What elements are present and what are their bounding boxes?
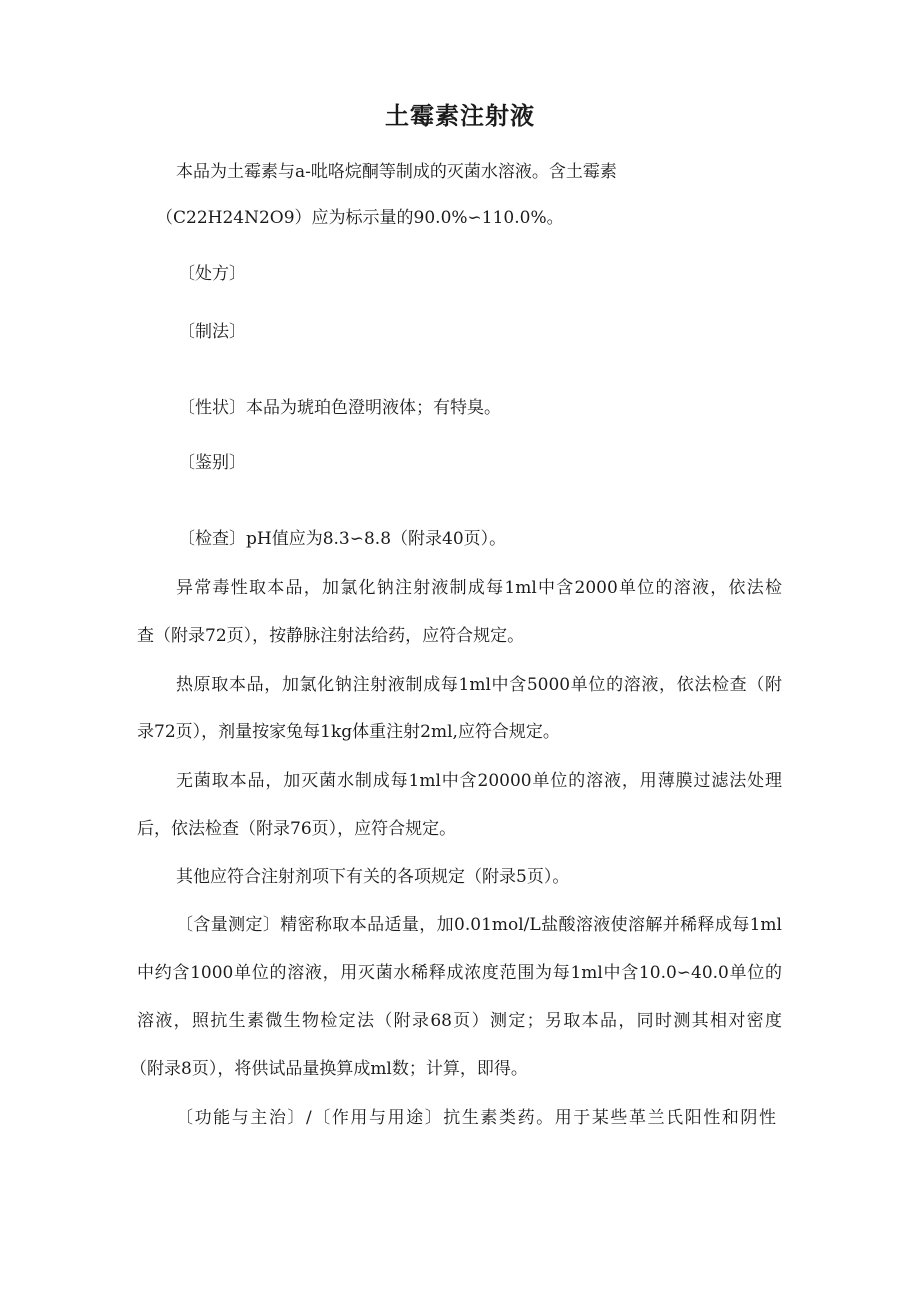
sterility-line-2: 后，依法检查（附录76页），应符合规定。 bbox=[137, 819, 457, 839]
assay-line-1: 〔含量测定〕精密称取本品适量，加0.01mol/L盐酸溶液使溶解并稀释成每1ml bbox=[176, 915, 782, 935]
pyrogen-line-2: 录72页），剂量按家兔每1kg体重注射2ml,应符合规定。 bbox=[137, 722, 560, 742]
document-title: 土霉素注射液 bbox=[385, 102, 535, 130]
section-properties: 〔性状〕本品为琥珀色澄明液体；有特臭。 bbox=[178, 398, 501, 418]
assay-line-3: 溶液，照抗生素微生物检定法（附录68页）测定；另取本品，同时测其相对密度 bbox=[137, 1011, 782, 1031]
section-identification: 〔鉴别〕 bbox=[178, 453, 246, 473]
section-preparation: 〔制法〕 bbox=[178, 322, 246, 342]
section-inspection: 〔检查〕pH值应为8.3∽8.8（附录40页）。 bbox=[178, 529, 507, 549]
pyrogen-line-1: 热原取本品，加氯化钠注射液制成每1ml中含5000单位的溶液，依法检查（附 bbox=[176, 675, 782, 695]
sterility-line-1: 无菌取本品，加灭菌水制成每1ml中含20000单位的溶液，用薄膜过滤法处理 bbox=[176, 771, 782, 791]
section-prescription: 〔处方〕 bbox=[178, 264, 246, 284]
other-requirements: 其他应符合注射剂项下有关的各项规定（附录5页）。 bbox=[176, 867, 570, 887]
abnormal-toxicity-line-1: 异常毒性取本品，加氯化钠注射液制成每1ml中含2000单位的溶液，依法检 bbox=[176, 578, 782, 598]
function-indications: 〔功能与主治〕/〔作用与用途〕抗生素类药。用于某些革兰氏阳性和阴性 bbox=[176, 1108, 776, 1128]
intro-line-2: （C22H24N2O9）应为标示量的90.0%∽110.0%。 bbox=[156, 208, 564, 228]
assay-line-4: （附录8页），将供试品量换算成ml数；计算，即得。 bbox=[130, 1059, 528, 1079]
assay-line-2: 中约含1000单位的溶液，用灭菌水稀释成浓度范围为每1ml中含10.0∽40.0单位的 bbox=[137, 963, 782, 983]
abnormal-toxicity-line-2: 查（附录72页），按静脉注射法给药，应符合规定。 bbox=[137, 626, 525, 646]
intro-line-1: 本品为土霉素与a-吡咯烷酮等制成的灭菌水溶液。含土霉素 bbox=[176, 162, 617, 182]
